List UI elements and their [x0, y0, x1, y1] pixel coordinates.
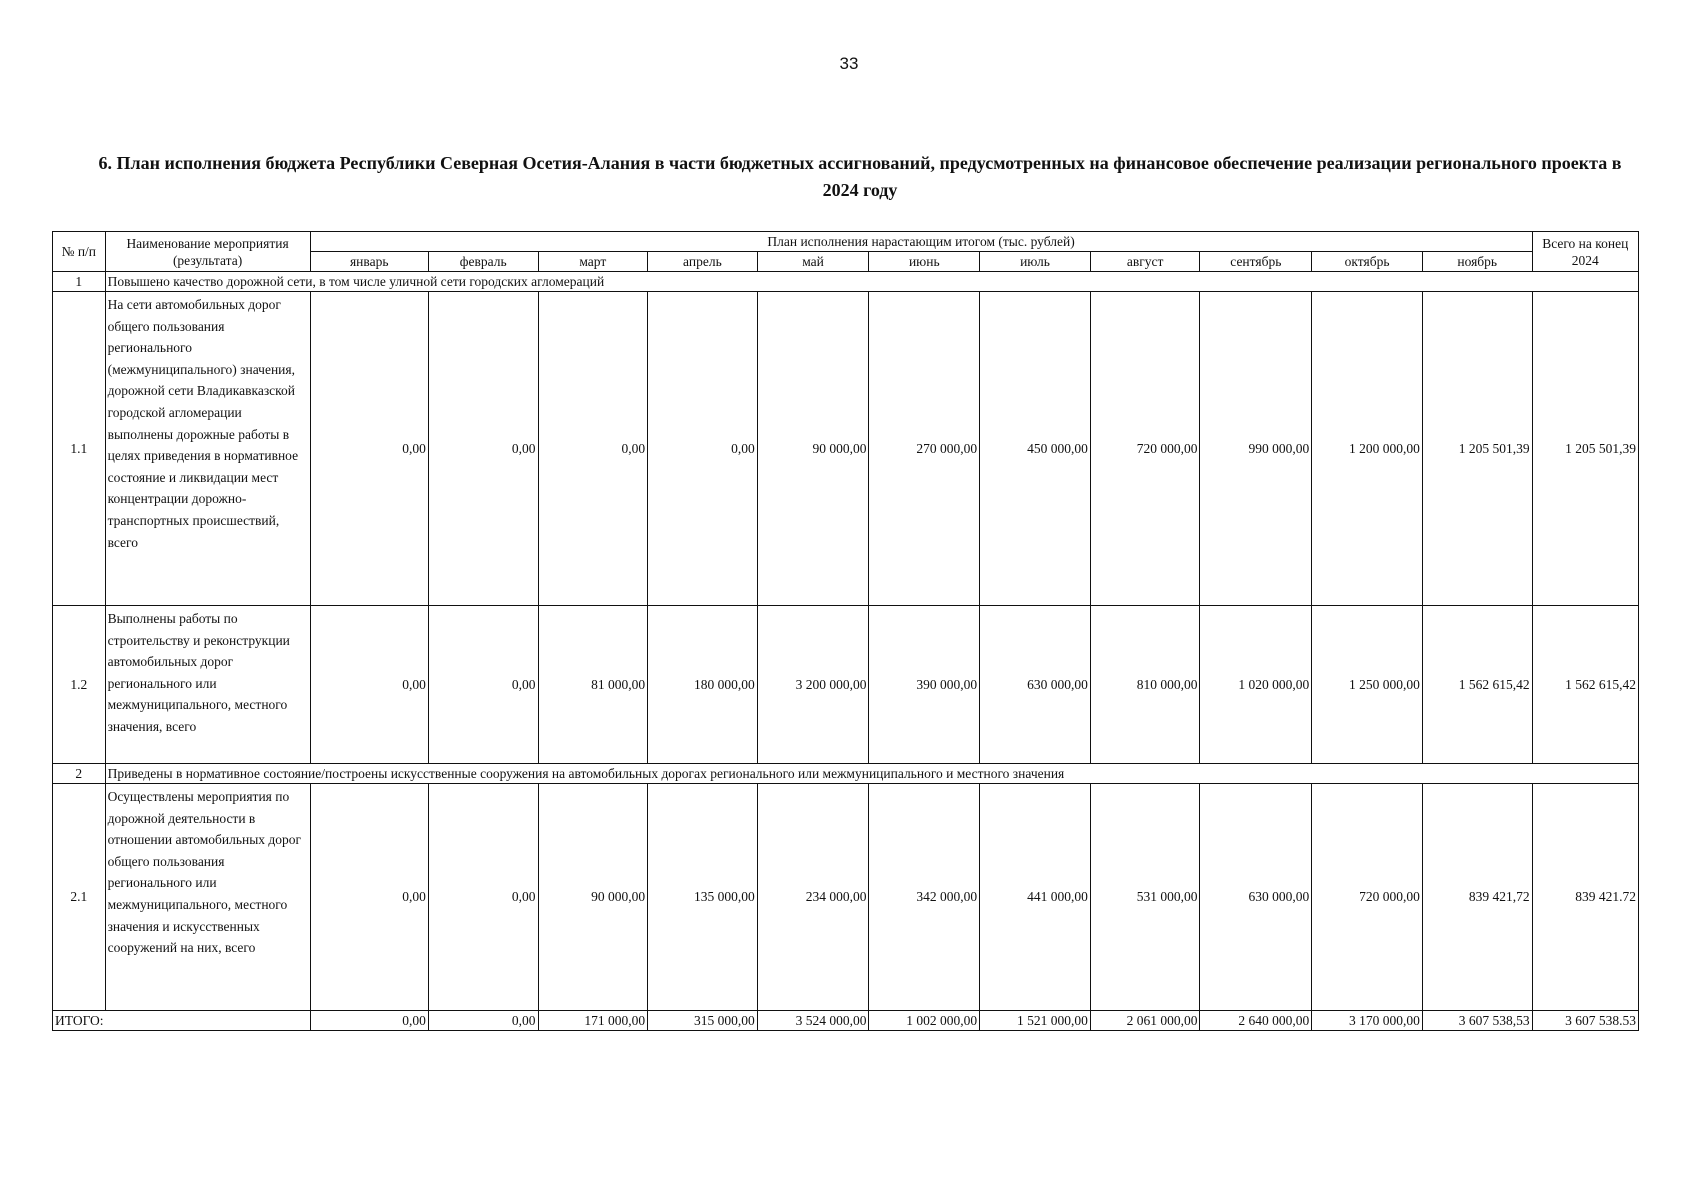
- itogo-value: 3 170 000,00: [1312, 1011, 1423, 1031]
- value-cell: 1 250 000,00: [1312, 606, 1423, 764]
- value-cell: 810 000,00: [1090, 606, 1200, 764]
- section-num: 2: [53, 764, 106, 784]
- header-month: май: [757, 252, 869, 272]
- value-cell: 450 000,00: [980, 292, 1091, 606]
- header-month: август: [1090, 252, 1200, 272]
- value-cell: 630 000,00: [980, 606, 1091, 764]
- itogo-value: 1 002 000,00: [869, 1011, 980, 1031]
- itogo-value: 315 000,00: [648, 1011, 758, 1031]
- value-cell: 839 421,72: [1422, 784, 1532, 1011]
- itogo-total: 3 607 538.53: [1532, 1011, 1638, 1031]
- total-cell: 839 421.72: [1532, 784, 1638, 1011]
- value-cell: 0,00: [310, 292, 428, 606]
- value-cell: 390 000,00: [869, 606, 980, 764]
- value-cell: 0,00: [648, 292, 758, 606]
- value-cell: 1 205 501,39: [1422, 292, 1532, 606]
- value-cell: 0,00: [310, 784, 428, 1011]
- itogo-label: ИТОГО:: [53, 1011, 311, 1031]
- itogo-value: 3 607 538,53: [1422, 1011, 1532, 1031]
- header-month: сентябрь: [1200, 252, 1312, 272]
- value-cell: 441 000,00: [980, 784, 1091, 1011]
- itogo-value: 171 000,00: [538, 1011, 648, 1031]
- value-cell: 0,00: [538, 292, 648, 606]
- section-num: 1: [53, 272, 106, 292]
- value-cell: 1 562 615,42: [1422, 606, 1532, 764]
- value-cell: 81 000,00: [538, 606, 648, 764]
- row-name: Осуществлены мероприятия по дорожной деятельности в отношении автомобильных дорог общего пользования регионального или межмуниципального, местного значения и искусственных сооружений на них, всего: [105, 784, 310, 1011]
- value-cell: 990 000,00: [1200, 292, 1312, 606]
- document-title: 6. План исполнения бюджета Республики Северная Осетия-Алания в части бюджетных ассигнований, предусмотренных на финансовое обеспечение реализации регионального проекта в 2024 году: [98, 153, 1622, 200]
- header-month: март: [538, 252, 648, 272]
- header-month: февраль: [428, 252, 538, 272]
- itogo-value: 2 061 000,00: [1090, 1011, 1200, 1031]
- header-month: июль: [980, 252, 1091, 272]
- header-month: октябрь: [1312, 252, 1423, 272]
- itogo-row: [53, 1011, 1639, 1031]
- value-cell: 90 000,00: [757, 292, 869, 606]
- table-row: [53, 292, 1639, 606]
- header-row-1: [53, 232, 1639, 252]
- budget-plan-table: [52, 231, 1639, 1031]
- row-num: 1.1: [53, 292, 106, 606]
- value-cell: 342 000,00: [869, 784, 980, 1011]
- itogo-value: 3 524 000,00: [757, 1011, 869, 1031]
- value-cell: 630 000,00: [1200, 784, 1312, 1011]
- value-cell: 90 000,00: [538, 784, 648, 1011]
- value-cell: 0,00: [428, 784, 538, 1011]
- value-cell: 135 000,00: [648, 784, 758, 1011]
- table-row: [53, 606, 1639, 764]
- value-cell: 234 000,00: [757, 784, 869, 1011]
- header-month: апрель: [648, 252, 758, 272]
- value-cell: 720 000,00: [1090, 292, 1200, 606]
- header-total: Всего на конец 2024: [1532, 232, 1638, 272]
- value-cell: 180 000,00: [648, 606, 758, 764]
- value-cell: 0,00: [310, 606, 428, 764]
- section-row: [53, 272, 1639, 292]
- row-name: Выполнены работы по строительству и реконструкции автомобильных дорог регионального или межмуниципального, местного значения, всего: [105, 606, 310, 764]
- section-title: Приведены в нормативное состояние/построены искусственные сооружения на автомобильных дорогах регионального или межмуниципального и местного значения: [105, 764, 1638, 784]
- header-month: июнь: [869, 252, 980, 272]
- itogo-value: 0,00: [428, 1011, 538, 1031]
- value-cell: 531 000,00: [1090, 784, 1200, 1011]
- header-plan: План исполнения нарастающим итогом (тыс. рублей): [310, 232, 1532, 252]
- value-cell: 0,00: [428, 292, 538, 606]
- table-row: [53, 784, 1639, 1011]
- value-cell: 0,00: [428, 606, 538, 764]
- row-num: 1.2: [53, 606, 106, 764]
- page-number: 33: [839, 54, 859, 73]
- itogo-value: 2 640 000,00: [1200, 1011, 1312, 1031]
- value-cell: 720 000,00: [1312, 784, 1423, 1011]
- value-cell: 1 020 000,00: [1200, 606, 1312, 764]
- itogo-value: 0,00: [310, 1011, 428, 1031]
- header-num: № п/п: [53, 232, 106, 272]
- header-name: Наименование мероприятия (результата): [105, 232, 310, 272]
- row-num: 2.1: [53, 784, 106, 1011]
- total-cell: 1 205 501,39: [1532, 292, 1638, 606]
- section-title: Повышено качество дорожной сети, в том числе уличной сети городских агломераций: [105, 272, 1638, 292]
- header-month: ноябрь: [1422, 252, 1532, 272]
- value-cell: 1 200 000,00: [1312, 292, 1423, 606]
- section-row: [53, 764, 1639, 784]
- header-month: январь: [310, 252, 428, 272]
- row-name: На сети автомобильных дорог общего пользования регионального (межмуниципального) значения, дорожной сети Владикавказской городской агломерации выполнены дорожные работы в целях приведения в нормативное состояние и ликвидации мест концентрации дорожно-транспортных происшествий, всего: [105, 292, 310, 606]
- itogo-value: 1 521 000,00: [980, 1011, 1091, 1031]
- value-cell: 3 200 000,00: [757, 606, 869, 764]
- total-cell: 1 562 615,42: [1532, 606, 1638, 764]
- value-cell: 270 000,00: [869, 292, 980, 606]
